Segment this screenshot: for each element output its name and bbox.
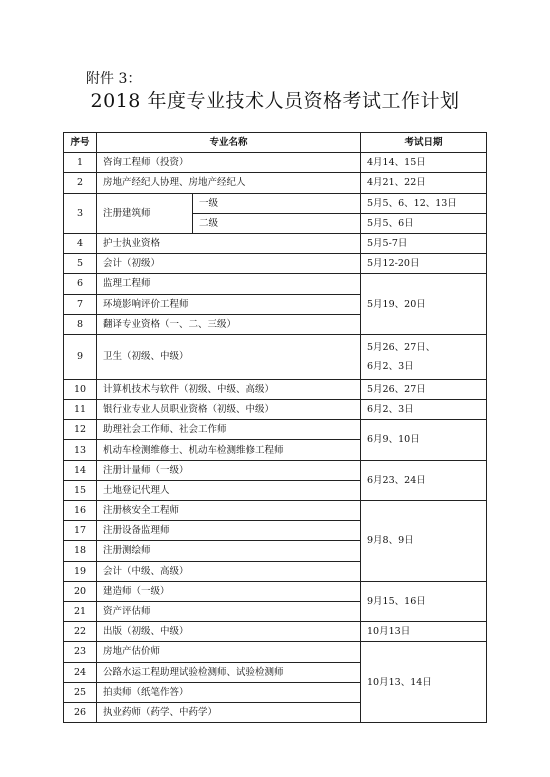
row-sub-level: 二级 (193, 213, 361, 233)
row-no: 7 (64, 294, 97, 314)
row-date: 5月19、20日 (361, 274, 487, 335)
table-row (64, 173, 487, 193)
table-row (64, 400, 487, 420)
row-date: 5月5、6、12、13日 (361, 193, 487, 213)
row-name: 翻译专业资格（一、二、三级） (97, 314, 361, 334)
row-date: 10月13、14日 (361, 642, 487, 723)
row-no: 19 (64, 561, 97, 581)
row-date: 4月14、15日 (361, 153, 487, 173)
row-name: 监理工程师 (97, 274, 361, 294)
row-no: 13 (64, 440, 97, 460)
row-date: 10月13日 (361, 622, 487, 642)
row-no: 25 (64, 682, 97, 702)
row-name: 注册建筑师 (97, 193, 193, 233)
table-row (64, 622, 487, 642)
row-name: 卫生（初级、中级） (97, 334, 361, 379)
row-date: 9月8、9日 (361, 501, 487, 582)
table-row (64, 420, 487, 440)
row-no: 23 (64, 642, 97, 662)
row-name: 会计（中级、高级） (97, 561, 361, 581)
row-no: 14 (64, 460, 97, 480)
row-date: 6月9、10日 (361, 420, 487, 460)
row-no: 4 (64, 233, 97, 253)
row-name: 注册设备监理师 (97, 521, 361, 541)
row-name: 房地产经纪人协理、房地产经纪人 (97, 173, 361, 193)
row-date: 5月12-20日 (361, 254, 487, 274)
table-row (64, 153, 487, 173)
row-date: 6月23、24日 (361, 460, 487, 500)
row-no: 18 (64, 541, 97, 561)
row-no: 6 (64, 274, 97, 294)
attachment-label: 附件 3： (86, 71, 142, 87)
table-row (64, 501, 487, 521)
row-name: 会计（初级） (97, 254, 361, 274)
table-row (64, 233, 487, 253)
row-name: 银行业专业人员职业资格（初级、中级） (97, 400, 361, 420)
table-row (64, 642, 487, 662)
row-no: 11 (64, 400, 97, 420)
row-name: 房地产估价师 (97, 642, 361, 662)
table-row (64, 254, 487, 274)
row-no: 12 (64, 420, 97, 440)
row-name: 机动车检测维修士、机动车检测维修工程师 (97, 440, 361, 460)
table-row (64, 334, 487, 379)
row-no: 3 (64, 193, 97, 233)
row-date: 4月21、22日 (361, 173, 487, 193)
row-date (361, 334, 487, 379)
table-row (64, 581, 487, 601)
row-date-line: 6月2、3日 (367, 360, 414, 372)
row-no: 1 (64, 153, 97, 173)
row-name: 建造师（一级） (97, 581, 361, 601)
row-date-line: 5月26、27日、 (367, 341, 436, 353)
header-no: 序号 (64, 133, 97, 153)
row-name: 执业药师（药学、中药学） (97, 702, 361, 722)
row-no: 16 (64, 501, 97, 521)
row-name: 计算机技术与软件（初级、中级、高级） (97, 379, 361, 399)
row-name: 资产评估师 (97, 601, 361, 621)
row-no: 9 (64, 334, 97, 379)
row-no: 8 (64, 314, 97, 334)
row-name: 助理社会工作师、社会工作师 (97, 420, 361, 440)
row-date: 5月26、27日 (361, 379, 487, 399)
row-no: 10 (64, 379, 97, 399)
page-title: 2018 年度专业技术人员资格考试工作计划 (90, 90, 460, 112)
row-name: 护士执业资格 (97, 233, 361, 253)
row-no: 15 (64, 480, 97, 500)
row-no: 17 (64, 521, 97, 541)
row-no: 2 (64, 173, 97, 193)
table-row (64, 460, 487, 480)
row-no: 22 (64, 622, 97, 642)
table-row (64, 274, 487, 294)
row-date: 5月5、6日 (361, 213, 487, 233)
table-row (64, 193, 487, 213)
header-name: 专业名称 (97, 133, 361, 153)
row-no: 26 (64, 702, 97, 722)
header-date: 考试日期 (361, 133, 487, 153)
row-name: 咨询工程师（投资） (97, 153, 361, 173)
exam-schedule-table (63, 132, 487, 723)
row-name: 注册测绘师 (97, 541, 361, 561)
row-no: 24 (64, 662, 97, 682)
row-no: 5 (64, 254, 97, 274)
row-date: 9月15、16日 (361, 581, 487, 621)
row-name: 注册核安全工程师 (97, 501, 361, 521)
row-name: 注册计量师（一级） (97, 460, 361, 480)
row-no: 21 (64, 601, 97, 621)
row-name: 拍卖师（纸笔作答） (97, 682, 361, 702)
row-name: 出版（初级、中级） (97, 622, 361, 642)
row-sub-level: 一级 (193, 193, 361, 213)
row-name: 环境影响评价工程师 (97, 294, 361, 314)
row-date: 6月2、3日 (361, 400, 487, 420)
table-row (64, 379, 487, 399)
row-name: 公路水运工程助理试验检测师、试验检测师 (97, 662, 361, 682)
row-no: 20 (64, 581, 97, 601)
row-name: 土地登记代理人 (97, 480, 361, 500)
table-header-row (64, 133, 487, 153)
row-date: 5月5-7日 (361, 233, 487, 253)
